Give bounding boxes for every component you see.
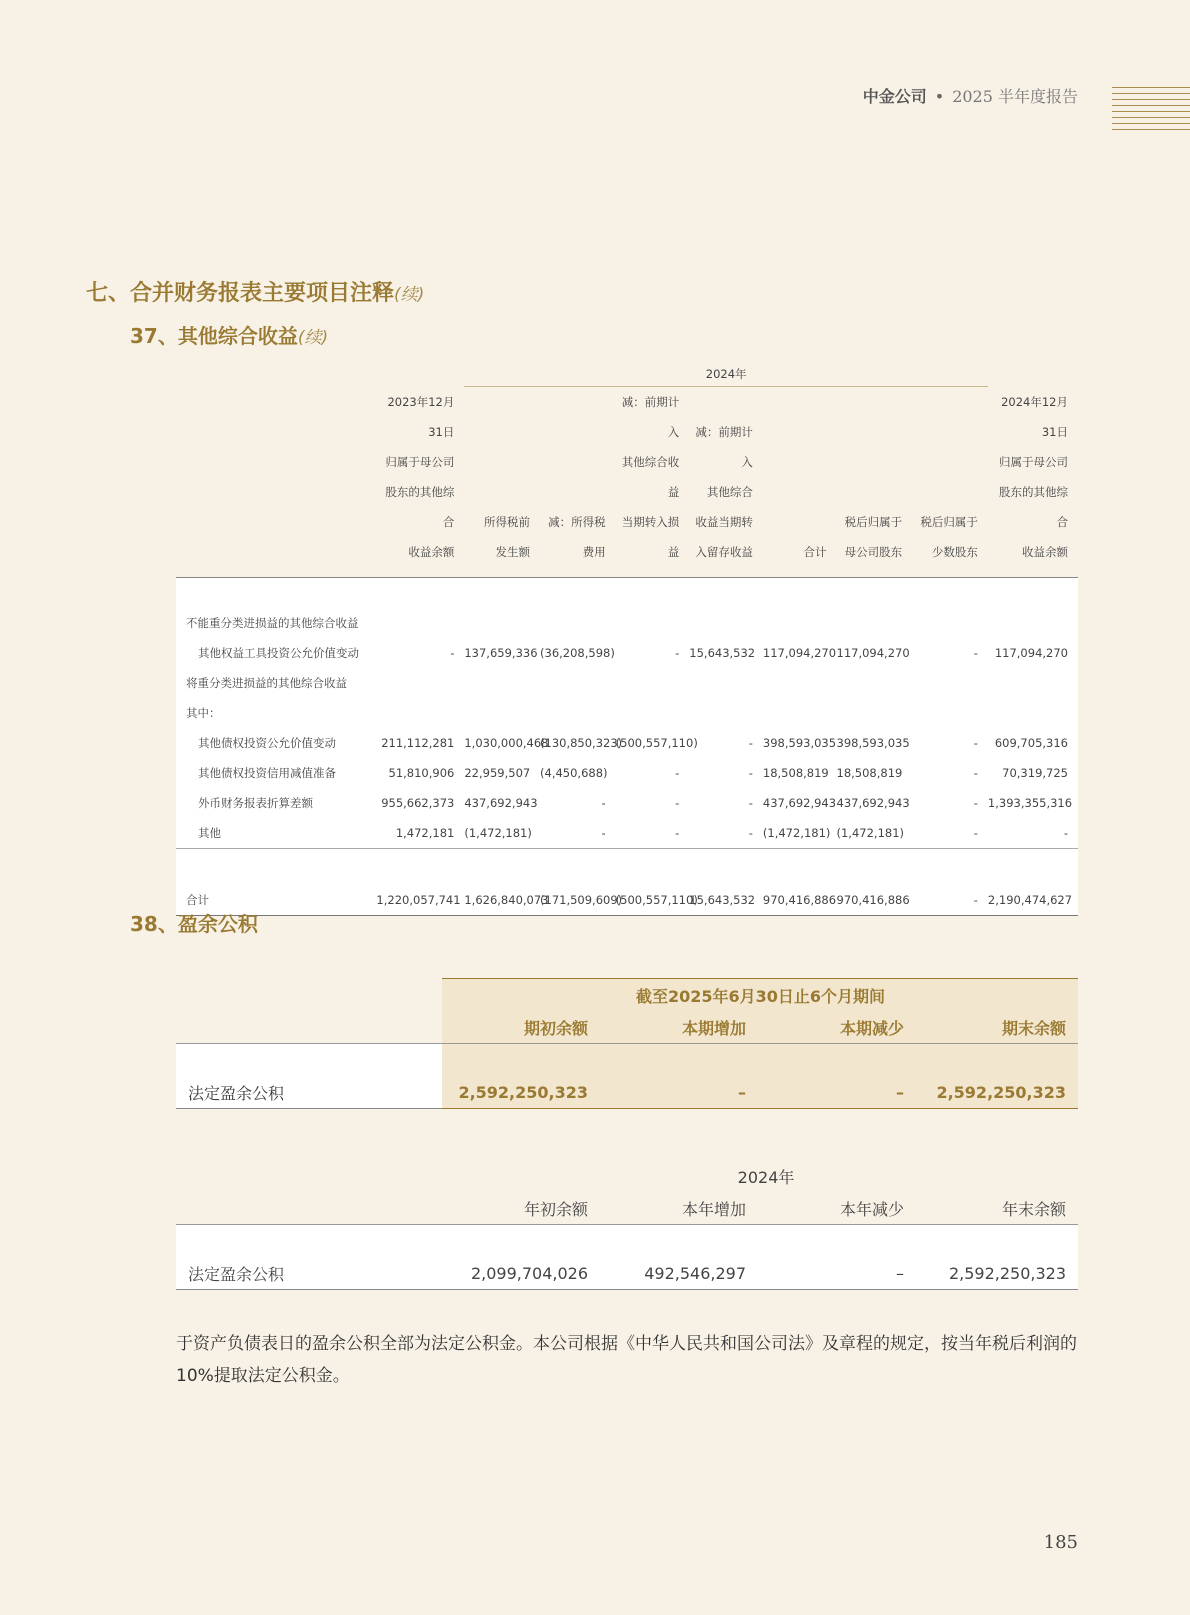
table-cell xyxy=(988,698,1078,728)
surplus-reserve-table-2024 xyxy=(176,1160,1078,1290)
table-row xyxy=(176,698,1078,728)
table-cell: 117,094,270 xyxy=(836,646,910,660)
table-cell xyxy=(837,668,913,698)
column-header: 减：前期计入 其他综合收益 当期转入损益 xyxy=(621,395,680,559)
surplus-reserve-table-2025 xyxy=(176,978,1078,1109)
column-header: 税后归属于 母公司股东 xyxy=(844,515,903,559)
table-cell: 398,593,035 xyxy=(762,736,837,750)
col-year-increase: 本年增加 xyxy=(600,1192,758,1225)
value-closing: 2,592,250,323 xyxy=(916,1076,1078,1109)
year-header: 2024年 xyxy=(737,1167,795,1187)
table-row xyxy=(176,608,1078,638)
table-cell: - xyxy=(748,826,753,840)
table-cell: 70,319,725 xyxy=(1002,766,1068,780)
decorative-lines xyxy=(1112,87,1190,135)
row-label: 其他 xyxy=(198,826,221,840)
table-cell xyxy=(912,668,988,698)
table-cell: - xyxy=(973,796,978,810)
value-opening: 2,099,704,026 xyxy=(442,1257,600,1290)
table-cell: 437,692,943 xyxy=(464,796,538,810)
row-label: 法定盈余公积 xyxy=(176,1257,442,1290)
table-cell xyxy=(988,668,1078,698)
table-cell: - xyxy=(748,796,753,810)
table-cell xyxy=(540,668,616,698)
other-comprehensive-income-table xyxy=(176,366,1078,916)
table-cell: 970,416,886 xyxy=(837,885,913,916)
table-cell: - xyxy=(748,766,753,780)
table-cell: (171,509,609) xyxy=(540,885,616,916)
table-cell: 1,220,057,741 xyxy=(376,885,464,916)
table-cell: 437,692,943 xyxy=(762,796,837,810)
table-cell xyxy=(689,698,763,728)
subsection-38-title: 38、盈余公积 xyxy=(130,912,258,936)
table-row xyxy=(176,1076,1078,1109)
row-label: 合计 xyxy=(176,885,376,916)
table-cell: 22,959,507 xyxy=(464,766,531,780)
column-headers xyxy=(176,387,1078,578)
table-cell xyxy=(464,608,540,638)
table-cell: (1,472,181) xyxy=(836,826,905,840)
value-closing: 2,592,250,323 xyxy=(916,1257,1078,1290)
table-cell: (130,850,323) xyxy=(540,736,623,750)
year-header: 2024年 xyxy=(464,366,988,387)
table-cell: 211,112,281 xyxy=(381,736,455,750)
page-number: 185 xyxy=(1043,1532,1078,1553)
col-year-opening: 年初余额 xyxy=(442,1192,600,1225)
period-header: 截至2025年6月30日止6个月期间 xyxy=(442,979,1078,1012)
table-cell: - xyxy=(675,826,680,840)
table-cell: 15,643,532 xyxy=(689,646,756,660)
row-label: 将重分类进损益的其他综合收益 xyxy=(186,676,347,690)
table-cell: 137,659,336 xyxy=(464,646,538,660)
col-closing-balance: 期末余额 xyxy=(916,1011,1078,1044)
column-header: 2023年12月31日 归属于母公司 股东的其他综合 收益余额 xyxy=(385,395,455,559)
table-cell: 51,810,906 xyxy=(388,766,455,780)
table-row xyxy=(176,1257,1078,1290)
table-cell: 15,643,532 xyxy=(689,885,763,916)
report-title: 2025 半年度报告 xyxy=(952,87,1078,106)
row-label: 外币财务报表折算差额 xyxy=(198,796,313,810)
table-cell: - xyxy=(973,826,978,840)
col-increase: 本期增加 xyxy=(600,1011,758,1044)
table-cell: - xyxy=(1063,826,1068,840)
note-paragraph: 于资产负债表日的盈余公积全部为法定公积金。本公司根据《中华人民共和国公司法》及章程的规定，按当年税后利润的10%提取法定公积金。 xyxy=(176,1334,1077,1386)
table-cell xyxy=(763,608,837,638)
table-cell: 18,508,819 xyxy=(836,766,903,780)
table-cell: 398,593,035 xyxy=(836,736,910,750)
col-year-closing: 年末余额 xyxy=(916,1192,1078,1225)
total-row xyxy=(176,885,1078,916)
column-header: 减：所得税 费用 xyxy=(548,515,606,559)
table-cell: 2,190,474,627 xyxy=(988,885,1078,916)
row-label: 其他债权投资信用减值准备 xyxy=(198,766,336,780)
table-cell xyxy=(837,608,913,638)
table-cell xyxy=(616,668,690,698)
table-cell: - xyxy=(973,766,978,780)
table-cell: - xyxy=(601,826,606,840)
company-name: 中金公司 xyxy=(862,87,927,106)
table-row xyxy=(176,638,1078,668)
table-cell xyxy=(540,608,616,638)
table-cell: 1,472,181 xyxy=(395,826,455,840)
col-opening-balance: 期初余额 xyxy=(442,1011,600,1044)
page-header xyxy=(863,84,1078,107)
table-cell: - xyxy=(675,646,680,660)
table-cell: (1,472,181) xyxy=(464,826,532,840)
table-cell: - xyxy=(675,796,680,810)
table-cell: - xyxy=(675,766,680,780)
table-cell xyxy=(376,608,464,638)
header-bullet: • xyxy=(934,87,945,106)
row-label: 其他权益工具投资公允价值变动 xyxy=(198,646,359,660)
table-cell: 18,508,819 xyxy=(762,766,829,780)
table-cell xyxy=(616,698,690,728)
column-header xyxy=(176,387,376,578)
table-cell xyxy=(689,668,763,698)
col-year-decrease: 本年减少 xyxy=(758,1192,916,1225)
table-cell: (500,557,110) xyxy=(615,736,698,750)
column-header: 2024年12月31日 归属于母公司 股东的其他综合 收益余额 xyxy=(999,395,1068,559)
column-header: 减：前期计入 其他综合 收益当期转 入留存收益 xyxy=(695,425,753,559)
row-label: 法定盈余公积 xyxy=(176,1076,442,1109)
value-decrease: – xyxy=(758,1257,916,1290)
table-cell: 970,416,886 xyxy=(763,885,837,916)
table-cell: - xyxy=(748,736,753,750)
table-row xyxy=(176,758,1078,788)
table-cell xyxy=(376,698,464,728)
table-cell xyxy=(837,698,913,728)
table-cell: - xyxy=(973,646,978,660)
table-cell: - xyxy=(450,646,455,660)
value-increase: – xyxy=(600,1076,758,1109)
table-cell: (36,208,598) xyxy=(540,646,615,660)
table-cell: 955,662,373 xyxy=(381,796,455,810)
table-cell: (4,450,688) xyxy=(540,766,608,780)
table-body xyxy=(176,578,1078,916)
table-row xyxy=(176,728,1078,758)
table-cell: 609,705,316 xyxy=(994,736,1068,750)
table-row xyxy=(176,668,1078,698)
table-cell xyxy=(376,668,464,698)
col-decrease: 本期减少 xyxy=(758,1011,916,1044)
value-opening: 2,592,250,323 xyxy=(442,1076,600,1109)
table-cell: - xyxy=(912,885,988,916)
table-cell: 117,094,270 xyxy=(994,646,1068,660)
table-cell xyxy=(912,698,988,728)
table-cell: 1,393,355,316 xyxy=(987,796,1073,810)
table-cell xyxy=(988,608,1078,638)
table-cell: 1,626,840,073 xyxy=(464,885,540,916)
table-cell xyxy=(689,608,763,638)
column-header: 税后归属于 少数股东 xyxy=(920,515,978,559)
value-increase: 492,546,297 xyxy=(600,1257,758,1290)
section-title: 七、合并财务报表主要项目注释(续) xyxy=(86,281,425,306)
row-label: 其中： xyxy=(186,706,221,720)
table-cell xyxy=(464,698,540,728)
table-cell xyxy=(464,668,540,698)
subsection-37-title: 37、其他综合收益(续) xyxy=(130,324,329,348)
table-cell xyxy=(763,698,837,728)
table-cell: (500,557,110) xyxy=(616,885,690,916)
table-cell xyxy=(912,608,988,638)
table-cell: 117,094,270 xyxy=(762,646,837,660)
table-row xyxy=(176,818,1078,849)
table-cell: - xyxy=(973,736,978,750)
row-label: 其他债权投资公允价值变动 xyxy=(198,736,336,750)
column-header: 所得税前 发生额 xyxy=(484,515,531,559)
column-header: 合计 xyxy=(803,545,827,559)
continued-mark: (续) xyxy=(394,285,425,305)
table-cell: 437,692,943 xyxy=(836,796,910,810)
table-cell: (1,472,181) xyxy=(762,826,831,840)
value-decrease: – xyxy=(758,1076,916,1109)
row-label: 不能重分类进损益的其他综合收益 xyxy=(186,616,359,630)
table-cell xyxy=(616,608,690,638)
table-cell: 1,030,000,468 xyxy=(464,736,549,750)
table-row xyxy=(176,788,1078,818)
table-cell xyxy=(540,698,616,728)
table-cell xyxy=(763,668,837,698)
table-cell: - xyxy=(601,796,606,810)
continued-mark: (续) xyxy=(297,328,329,348)
